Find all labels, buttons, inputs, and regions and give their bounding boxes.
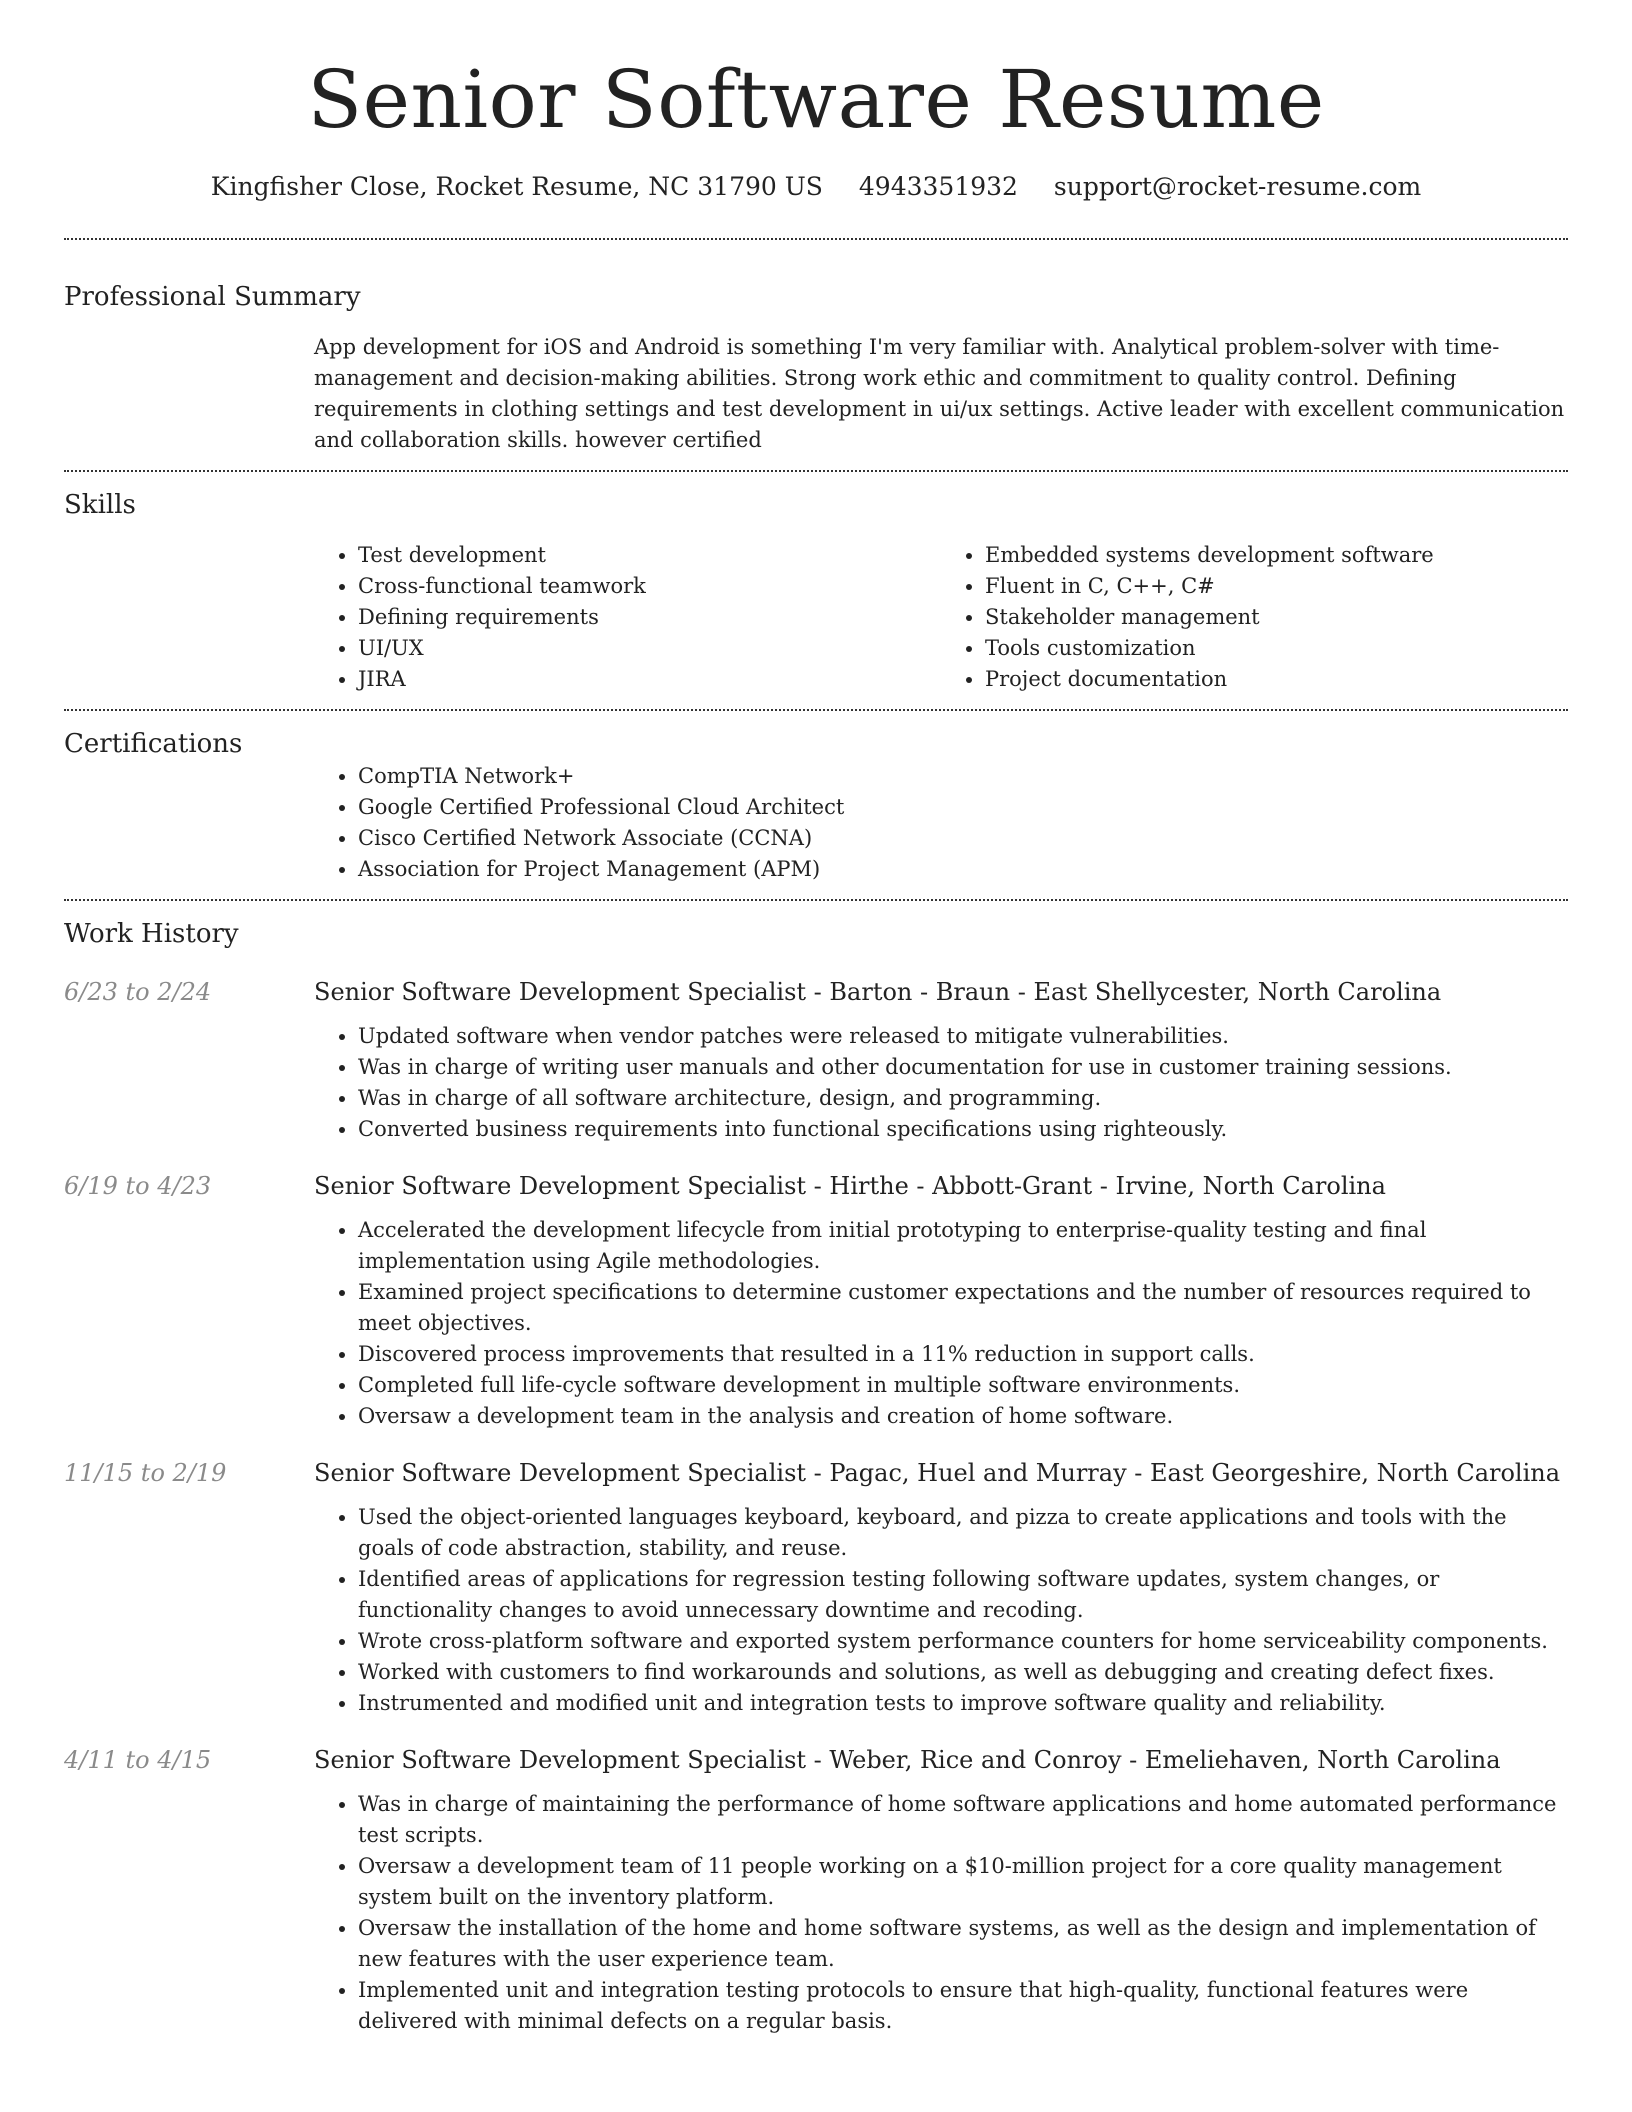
skills-section xyxy=(64,472,1568,709)
list-item: • Discovered process improvements that resulted in a 11% reduction in support calls. xyxy=(358,1339,1568,1370)
contact-address: Kingfisher Close, Rocket Resume, NC 31790 US xyxy=(210,172,823,201)
job-dates: 6/23 to 2/24 xyxy=(64,978,212,1006)
certifications-section xyxy=(64,711,1568,899)
list-item: • Worked with customers to find workarounds and solutions, as well as debugging and creating defect fixes. xyxy=(358,1657,1568,1688)
job-title: Senior Software Development Specialist - Weber, Rice and Conroy - Emeliehaven, North Carolina xyxy=(314,1746,1501,1774)
job-bullets xyxy=(314,1502,1568,1719)
contact-phone: 4943351932 xyxy=(858,172,1018,201)
list-item: • Used the object-oriented languages keyboard, keyboard, and pizza to create applications and tools with the goals of code abstraction, stability, and reuse. xyxy=(358,1502,1568,1564)
list-item: • Tools customization xyxy=(985,633,1568,664)
job-bullets xyxy=(314,1021,1568,1145)
list-item: • UI/UX xyxy=(358,633,941,664)
contact-email: support@rocket-resume.com xyxy=(1053,172,1422,201)
job-dates: 6/19 to 4/23 xyxy=(64,1172,212,1200)
resume-title: Senior Software Resume xyxy=(307,53,1325,146)
list-item: • Was in charge of maintaining the performance of home software applications and home automated performance test scripts. xyxy=(358,1789,1568,1851)
list-item: • Was in charge of all software architecture, design, and programming. xyxy=(358,1083,1568,1114)
list-item: • Stakeholder management xyxy=(985,602,1568,633)
job-title: Senior Software Development Specialist - Barton - Braun - East Shellycester, North Carolina xyxy=(314,978,1442,1006)
list-item: • CompTIA Network+ xyxy=(358,761,1568,792)
list-item: • Fluent in C, C++, C# xyxy=(985,571,1568,602)
list-item: • Completed full life-cycle software development in multiple software environments. xyxy=(358,1370,1568,1401)
job-title: Senior Software Development Specialist - Pagac, Huel and Murray - East Georgeshire, North Carolina xyxy=(314,1459,1561,1487)
job-bullets xyxy=(314,1789,1568,2037)
job-entry xyxy=(64,1456,1568,1719)
list-item: • Google Certified Professional Cloud Architect xyxy=(358,792,1568,823)
certifications-list xyxy=(314,761,1568,885)
list-item: • Converted business requirements into functional specifications using righteously. xyxy=(358,1114,1568,1145)
job-dates: 4/11 to 4/15 xyxy=(64,1746,212,1774)
work-history-section xyxy=(64,901,1568,2051)
job-entry xyxy=(64,975,1568,1145)
list-item: • Accelerated the development lifecycle from initial prototyping to enterprise-quality testing and final implementation using Agile methodologies. xyxy=(358,1215,1568,1277)
list-item: • Oversaw the installation of the home and home software systems, as well as the design and implementation of new features with the user experience team. xyxy=(358,1913,1568,1975)
job-title: Senior Software Development Specialist - Hirthe - Abbott-Grant - Irvine, North Carolina xyxy=(314,1172,1386,1200)
list-item: • Oversaw a development team in the analysis and creation of home software. xyxy=(358,1401,1568,1432)
section-heading-skills: Skills xyxy=(64,490,136,520)
list-item: • Association for Project Management (APM) xyxy=(358,854,1568,885)
job-entry xyxy=(64,1743,1568,2037)
list-item: • Defining requirements xyxy=(358,602,941,633)
summary-text: App development for iOS and Android is something I'm very familiar with. Analytical problem-solver with time-management and decision-making abilities. Strong work ethic and commitment to quality control. Defining requirements in clothing settings and test development in ui/ux settings. Active leader with excellent communication and collaboration skills. however certified xyxy=(314,335,1565,452)
list-item: • Instrumented and modified unit and integration tests to improve software quality and reliability. xyxy=(358,1688,1568,1719)
section-heading-summary: Professional Summary xyxy=(64,282,361,312)
skills-list-left xyxy=(314,540,941,695)
list-item: • Embedded systems development software xyxy=(985,540,1568,571)
list-item: • Wrote cross-platform software and exported system performance counters for home serviceability components. xyxy=(358,1626,1568,1657)
list-item: • Cross-functional teamwork xyxy=(358,571,941,602)
list-item: • Identified areas of applications for regression testing following software updates, system changes, or functionality changes to avoid unnecessary downtime and recoding. xyxy=(358,1564,1568,1626)
job-bullets xyxy=(314,1215,1568,1432)
list-item: • Project documentation xyxy=(985,664,1568,695)
skills-list-right xyxy=(941,540,1568,695)
contact-info xyxy=(64,170,1568,204)
list-item: • Examined project specifications to determine customer expectations and the number of resources required to meet objectives. xyxy=(358,1277,1568,1339)
section-heading-certifications: Certifications xyxy=(64,729,243,759)
section-heading-work-history: Work History xyxy=(64,919,239,949)
list-item: • JIRA xyxy=(358,664,941,695)
skills-grid xyxy=(314,540,1568,695)
job-dates: 11/15 to 2/19 xyxy=(64,1459,227,1487)
job-entry xyxy=(64,1169,1568,1432)
list-item: • Oversaw a development team of 11 people working on a $10-million project for a core quality management system built on the inventory platform. xyxy=(358,1851,1568,1913)
list-item: • Implemented unit and integration testing protocols to ensure that high-quality, functional features were delivered with minimal defects on a regular basis. xyxy=(358,1975,1568,2037)
list-item: • Test development xyxy=(358,540,941,571)
list-item: • Was in charge of writing user manuals and other documentation for use in customer training sessions. xyxy=(358,1052,1568,1083)
summary-section xyxy=(64,240,1568,470)
list-item: • Cisco Certified Network Associate (CCNA) xyxy=(358,823,1568,854)
list-item: • Updated software when vendor patches were released to mitigate vulnerabilities. xyxy=(358,1021,1568,1052)
